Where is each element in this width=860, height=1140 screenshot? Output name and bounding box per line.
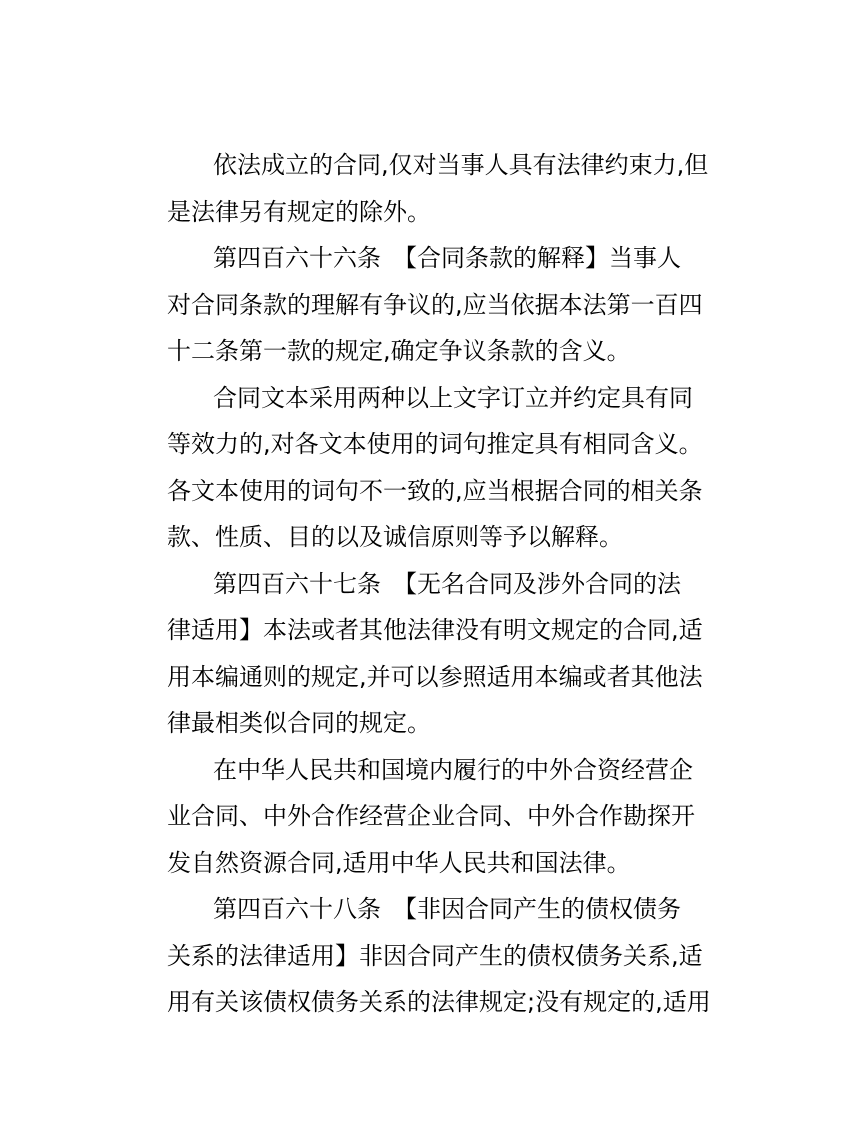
article-468-heading-line: 第四百六十八条 【非因合同产生的债权债务 (213, 895, 681, 923)
paragraph-line: 等效力的,对各文本使用的词句推定具有相同含义。 (167, 430, 703, 458)
paragraph-line: 在中华人民共和国境内履行的中外合资经营企 (213, 755, 693, 784)
paragraph-line: 发自然资源合同,适用中华人民共和国法律。 (167, 848, 631, 877)
paragraph-line: 用本编通则的规定,并可以参照适用本编或者其他法 (167, 662, 703, 691)
paragraph-line: 对合同条款的理解有争议的,应当依据本法第一百四 (167, 290, 703, 319)
article-467-heading-line: 第四百六十七条 【无名合同及涉外合同的法 (213, 569, 681, 598)
paragraph-line: 关系的法律适用】非因合同产生的债权债务关系,适 (167, 941, 703, 970)
paragraph-line: 是法律另有规定的除外。 (167, 197, 431, 226)
paragraph-line: 款、性质、目的以及诚信原则等予以解释。 (167, 523, 623, 551)
paragraph-line: 十二条第一款的规定,确定争议条款的含义。 (167, 337, 631, 365)
paragraph-line: 各文本使用的词句不一致的,应当根据合同的相关条 (167, 476, 703, 505)
article-466-heading-line: 第四百六十六条 【合同条款的解释】当事人 (213, 244, 681, 272)
paragraph-line: 律适用】本法或者其他法律没有明文规定的合同,适 (167, 616, 703, 644)
paragraph-line: 业合同、中外合作经营企业合同、中外合作勘探开 (167, 802, 695, 830)
paragraph-line: 依法成立的合同,仅对当事人具有法律约束力,但 (213, 151, 709, 179)
paragraph-line: 律最相类似合同的规定。 (167, 709, 431, 737)
document-body (167, 142, 711, 1026)
paragraph-line: 用有关该债权债务关系的法律规定;没有规定的,适用 (167, 988, 711, 1016)
paragraph-line: 合同文本采用两种以上文字订立并约定具有同 (213, 383, 693, 412)
